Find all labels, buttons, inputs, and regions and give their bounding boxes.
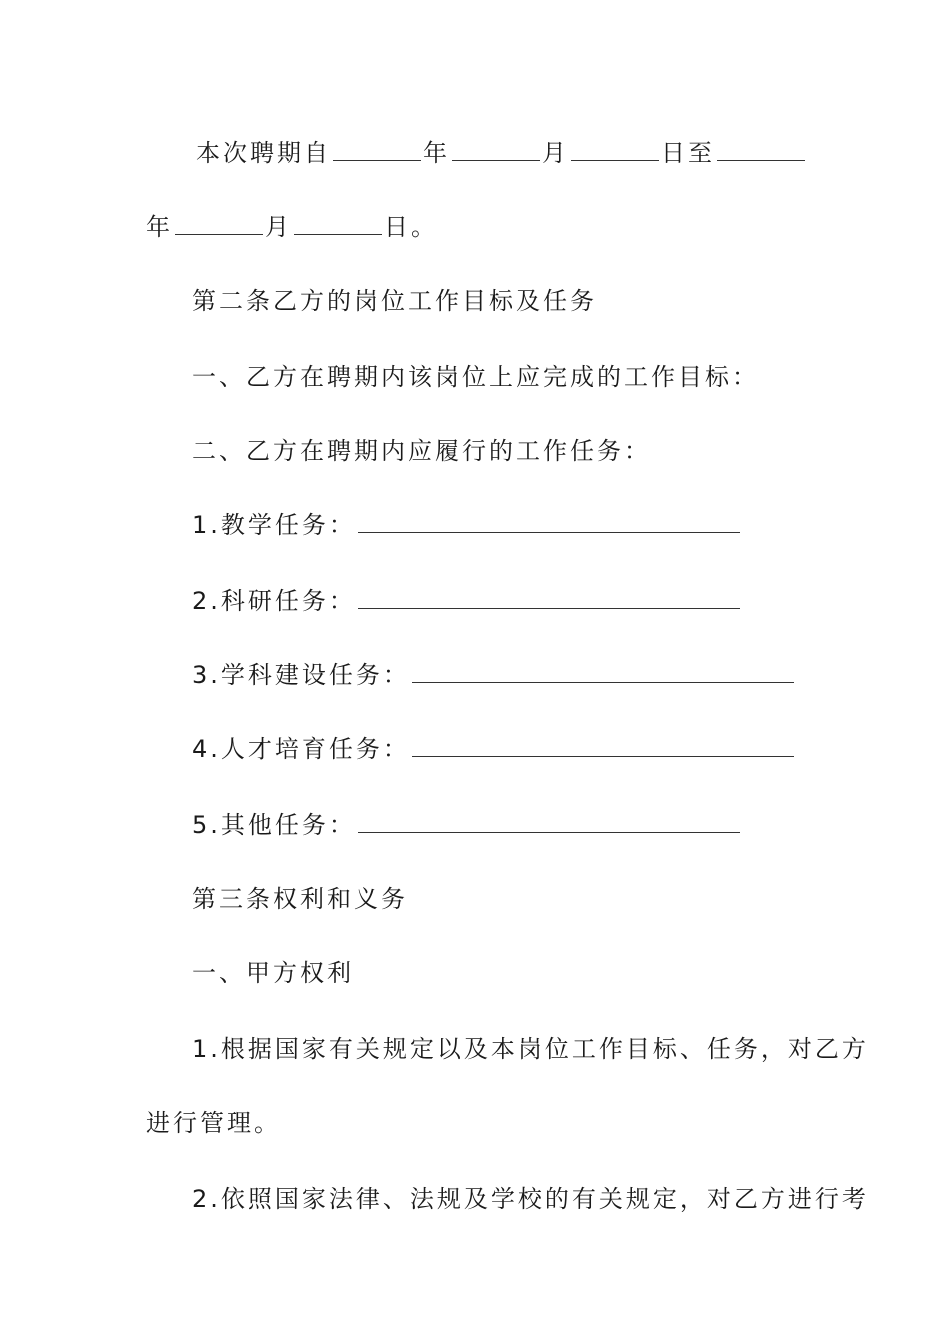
term-line-1	[196, 138, 807, 168]
task-research	[192, 586, 742, 616]
rights-item-1-line-2: 进行管理。	[146, 1109, 281, 1137]
task-label: 1.教学任务：	[192, 511, 356, 539]
blank-teaching-task[interactable]	[358, 512, 740, 533]
term-text-year-2: 年	[146, 213, 173, 241]
blank-end-year[interactable]	[717, 140, 805, 161]
blank-talent-task[interactable]	[412, 736, 794, 757]
blank-research-task[interactable]	[358, 588, 740, 609]
article-2-title: 第二条乙方的岗位工作目标及任务	[192, 287, 597, 315]
blank-end-month[interactable]	[175, 214, 263, 235]
task-label: 4.人才培育任务：	[192, 735, 410, 763]
task-talent	[192, 734, 796, 764]
task-teaching	[192, 510, 742, 540]
blank-start-year[interactable]	[333, 140, 421, 161]
task-discipline	[192, 660, 796, 690]
work-goal-line: 一、乙方在聘期内该岗位上应完成的工作目标：	[192, 363, 759, 391]
blank-discipline-task[interactable]	[412, 662, 794, 683]
task-label: 2.科研任务：	[192, 587, 356, 615]
term-line-2	[146, 212, 438, 242]
work-duty-line: 二、乙方在聘期内应履行的工作任务：	[192, 437, 651, 465]
rights-item-2-line-1: 2.依照国家法律、法规及学校的有关规定，对乙方进行考	[192, 1185, 869, 1213]
task-label: 3.学科建设任务：	[192, 661, 410, 689]
blank-other-task[interactable]	[358, 812, 740, 833]
term-text-month-2: 月	[265, 213, 292, 241]
term-text-month: 月	[542, 139, 569, 167]
task-other	[192, 810, 742, 840]
blank-start-day[interactable]	[571, 140, 659, 161]
term-text-end: 日。	[384, 213, 438, 241]
term-text-start: 本次聘期自	[196, 139, 331, 167]
party-a-rights-heading: 一、甲方权利	[192, 959, 354, 987]
blank-end-day[interactable]	[294, 214, 382, 235]
task-label: 5.其他任务：	[192, 811, 356, 839]
blank-start-month[interactable]	[452, 140, 540, 161]
article-3-title: 第三条权利和义务	[192, 885, 408, 913]
term-text-day-to: 日至	[661, 139, 715, 167]
rights-item-1-line-1: 1.根据国家有关规定以及本岗位工作目标、任务，对乙方	[192, 1035, 869, 1063]
term-text-year: 年	[423, 139, 450, 167]
